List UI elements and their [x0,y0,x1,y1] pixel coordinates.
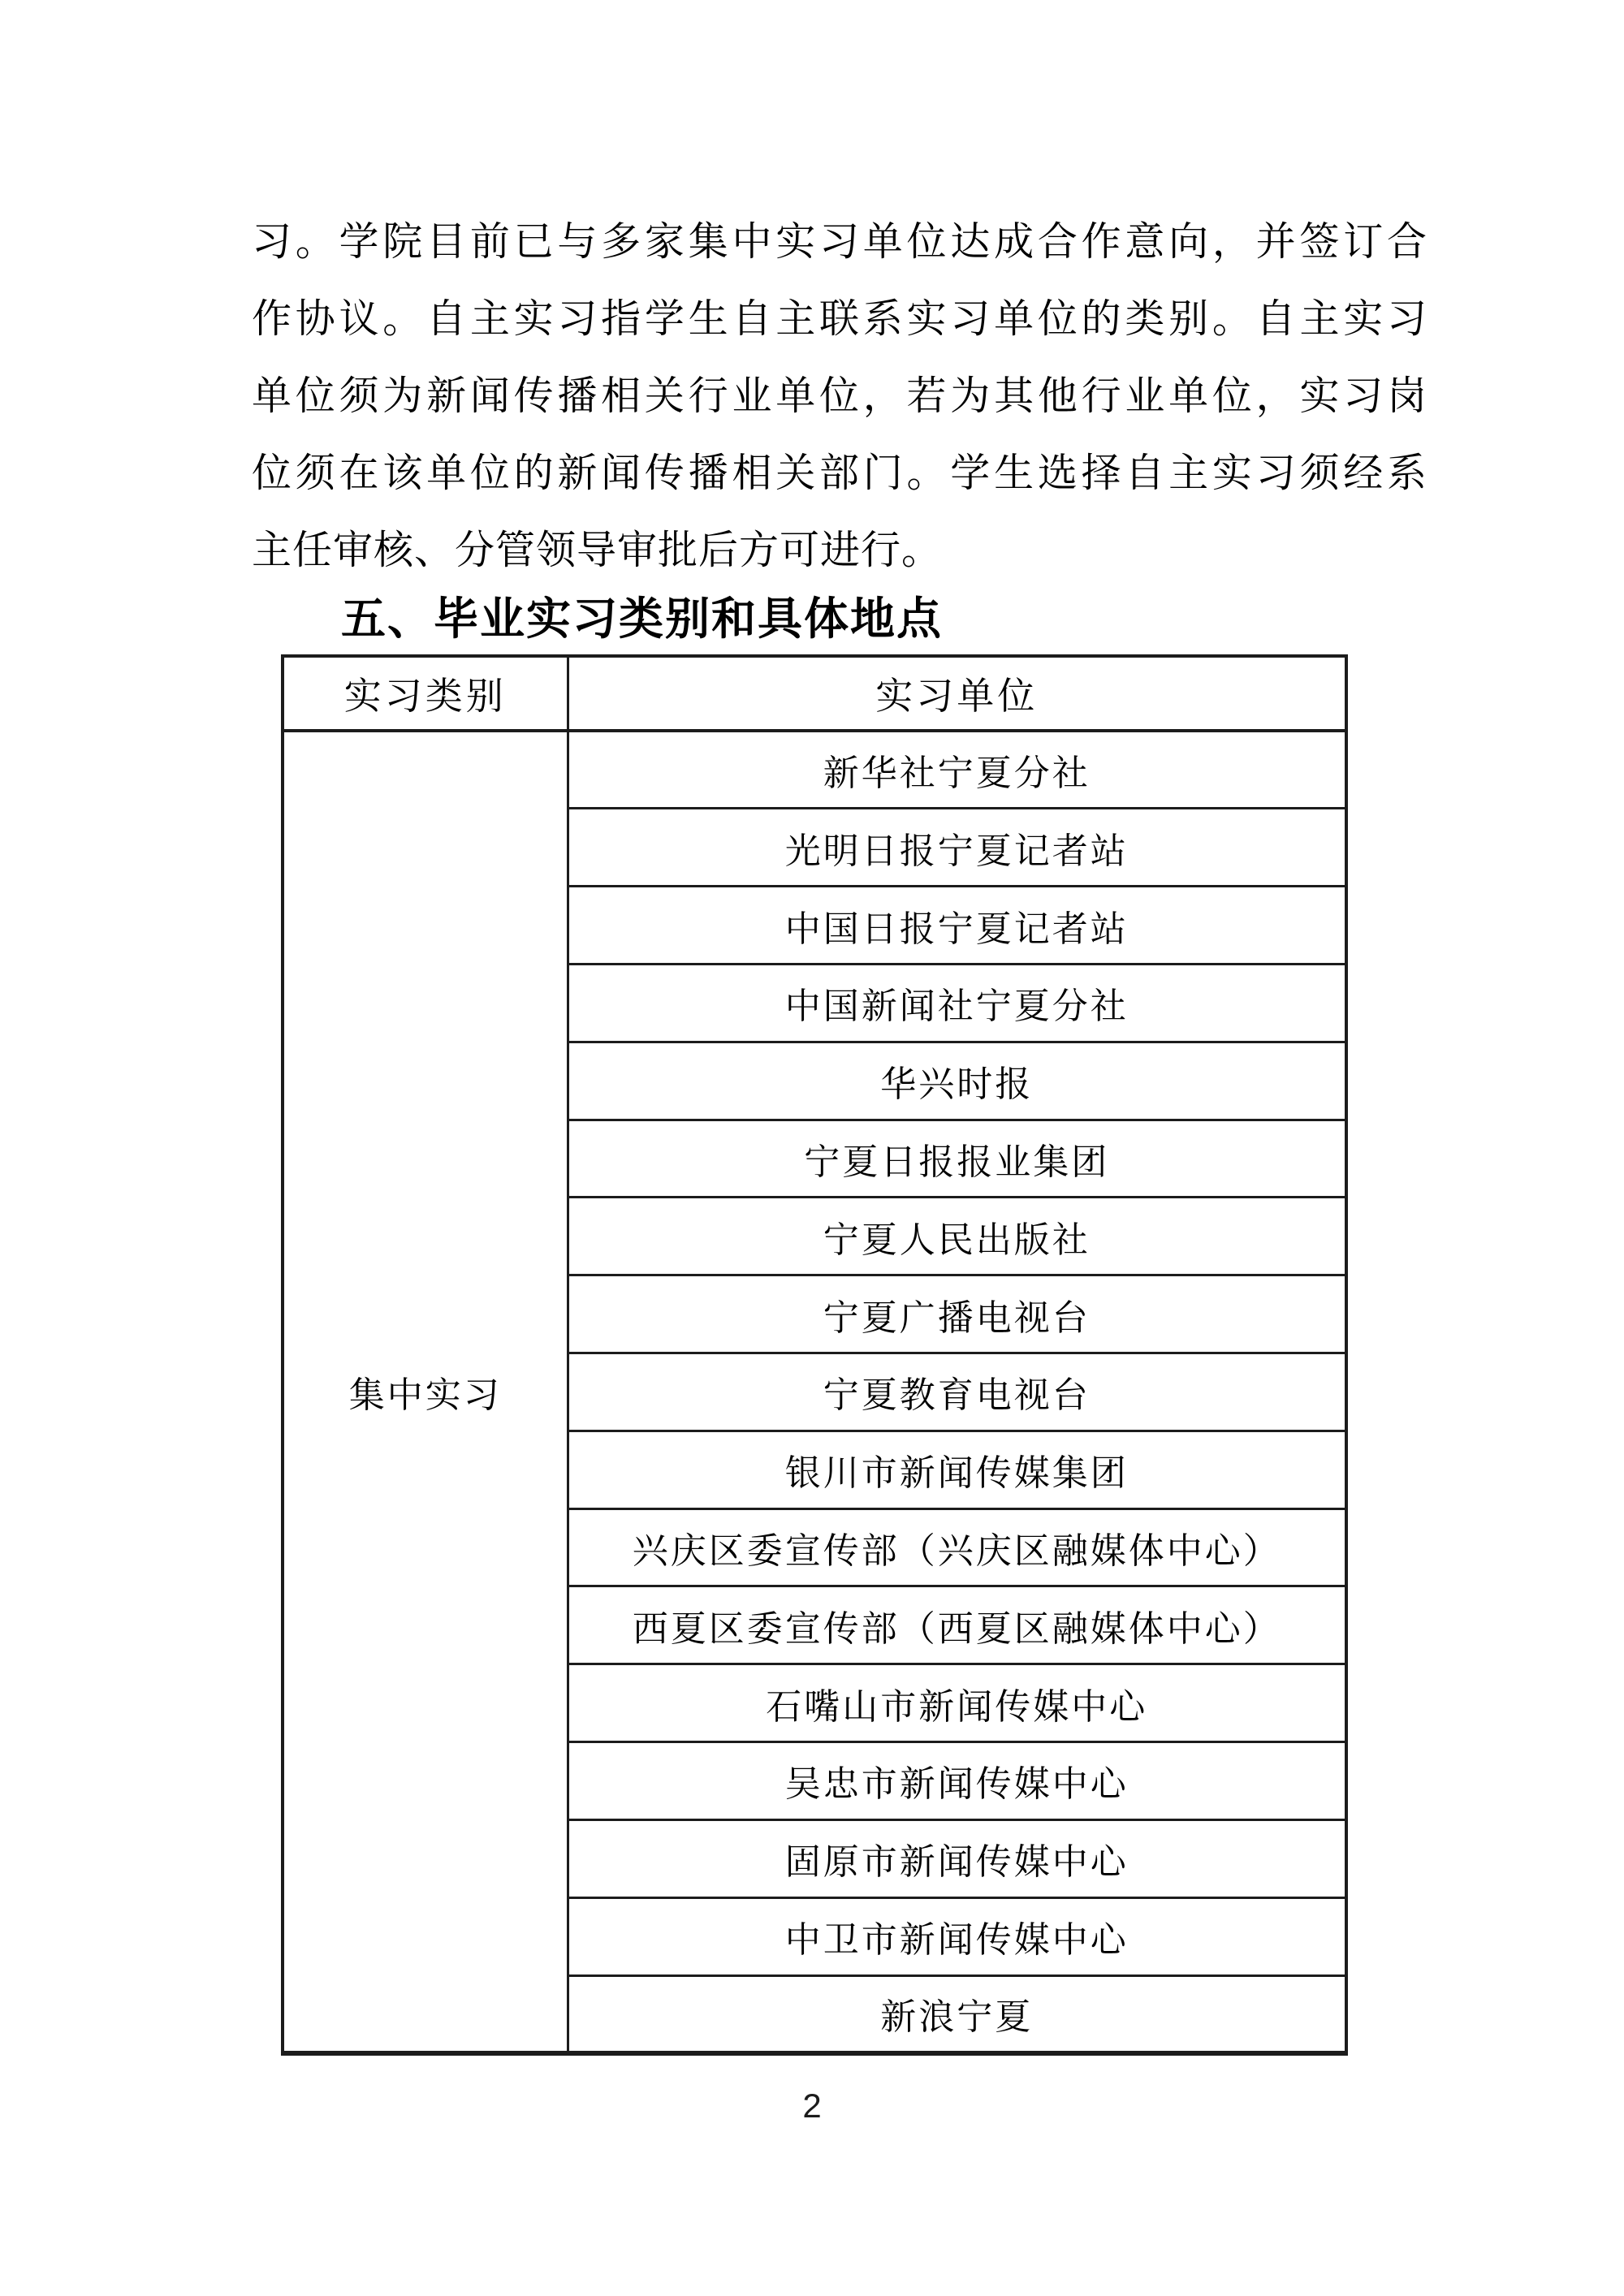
paragraph-line: 单位须为新闻传播相关行业单位，若为其他行业单位，实习岗 [252,373,1427,418]
body-paragraph [252,203,1427,589]
unit-cell: 中国新闻社宁夏分社 [568,964,1346,1042]
unit-cell: 固原市新闻传媒中心 [568,1819,1346,1897]
unit-cell: 宁夏广播电视台 [568,1275,1346,1353]
unit-cell: 银川市新闻传媒集团 [568,1431,1346,1508]
paragraph-line: 作协议。自主实习指学生自主联系实习单位的类别。自主实习 [252,296,1427,341]
section-heading: 五、毕业实习类别和具体地点 [341,593,944,644]
category-cell: 集中实习 [283,731,568,2053]
unit-cell: 兴庆区委宣传部（兴庆区融媒体中心） [568,1508,1346,1586]
unit-cell: 光明日报宁夏记者站 [568,809,1346,887]
paragraph-line: 位须在该单位的新闻传播相关部门。学生选择自主实习须经系 [252,451,1427,495]
unit-cell: 石嘴山市新闻传媒中心 [568,1664,1346,1742]
unit-cell: 中国日报宁夏记者站 [568,887,1346,965]
unit-cell: 新浪宁夏 [568,1975,1346,2053]
page-number: 2 [802,2087,822,2125]
table-header-row [283,656,1346,731]
unit-cell: 西夏区委宣传部（西夏区融媒体中心） [568,1586,1346,1664]
unit-cell: 宁夏日报报业集团 [568,1120,1346,1198]
unit-cell: 宁夏教育电视台 [568,1353,1346,1431]
unit-cell: 宁夏人民出版社 [568,1198,1346,1275]
table-row [283,731,1346,809]
paragraph-line: 主任审核、分管领导审批后方可进行。 [252,528,943,572]
unit-cell: 吴忠市新闻传媒中心 [568,1742,1346,1820]
column-header-unit: 实习单位 [568,656,1346,731]
unit-cell: 新华社宁夏分社 [568,731,1346,809]
unit-cell: 中卫市新闻传媒中心 [568,1897,1346,1975]
unit-cell: 华兴时报 [568,1042,1346,1120]
column-header-category: 实习类别 [283,656,568,731]
internship-table [281,654,1348,2056]
paragraph-line: 习。学院目前已与多家集中实习单位达成合作意向，并签订合 [252,219,1427,264]
